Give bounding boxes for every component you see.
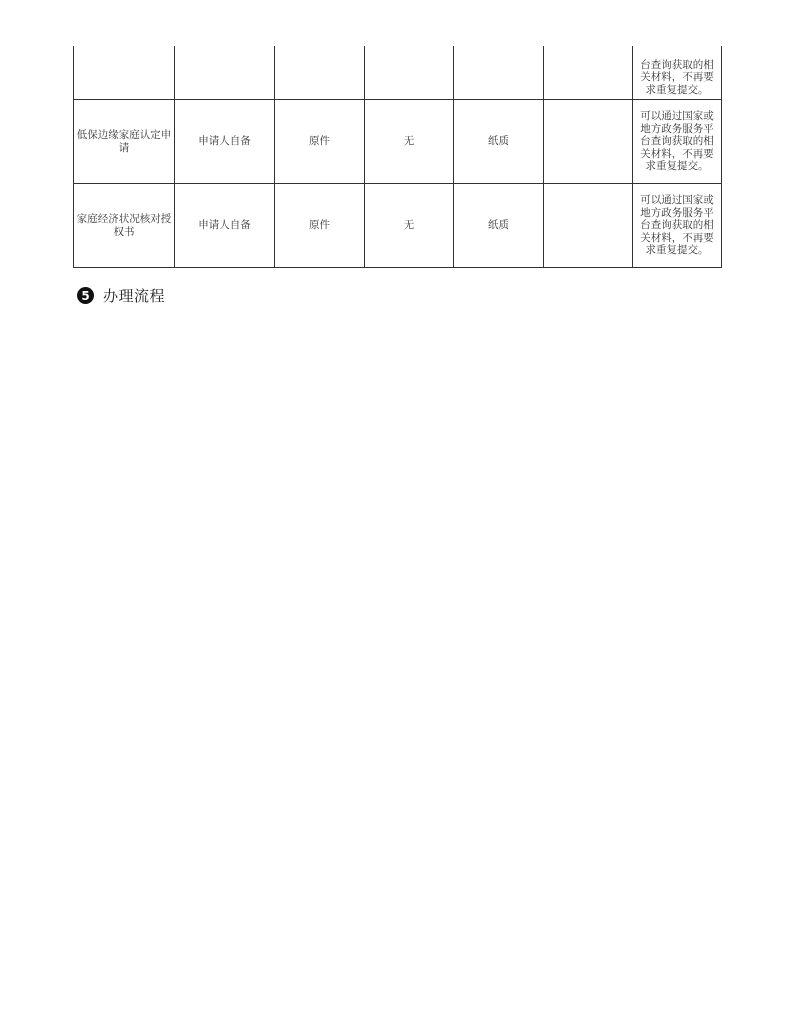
notes-line: 关材料，不再要 bbox=[640, 147, 714, 160]
source-cell bbox=[175, 46, 275, 100]
notes-cell bbox=[633, 46, 722, 100]
copy-type-cell bbox=[275, 46, 365, 100]
notes-line: 可以通过国家或 bbox=[640, 194, 714, 207]
copy-type-cell: 原件 bbox=[275, 100, 365, 184]
remarks-cell bbox=[544, 46, 633, 100]
material-name-cell: 家庭经济状况核对授权书 bbox=[74, 184, 175, 268]
table-row bbox=[74, 184, 722, 268]
material-name-cell bbox=[74, 46, 175, 100]
section-title: 办理流程 bbox=[103, 287, 166, 305]
sample-cell bbox=[365, 46, 454, 100]
material-name-cell: 低保边缘家庭认定申请 bbox=[74, 100, 175, 184]
source-cell: 申请人自备 bbox=[175, 184, 275, 268]
notes-cell bbox=[633, 184, 722, 268]
notes-line: 求重复提交。 bbox=[645, 244, 709, 257]
sample-cell: 无 bbox=[365, 184, 454, 268]
notes-line: 关材料，不再要 bbox=[640, 231, 714, 244]
table-row bbox=[74, 100, 722, 184]
notes-line: 台查询获取的相 bbox=[640, 135, 714, 148]
medium-cell: 纸质 bbox=[454, 100, 544, 184]
notes-line: 台查询获取的相 bbox=[640, 58, 714, 71]
source-cell: 申请人自备 bbox=[175, 100, 275, 184]
medium-cell bbox=[454, 46, 544, 100]
table-row-continued bbox=[74, 46, 722, 100]
circled-number-icon: 5 bbox=[77, 287, 94, 304]
medium-cell: 纸质 bbox=[454, 184, 544, 268]
notes-line: 台查询获取的相 bbox=[640, 219, 714, 232]
sample-cell: 无 bbox=[365, 100, 454, 184]
copy-type-cell: 原件 bbox=[275, 184, 365, 268]
notes-line: 地方政务服务平 bbox=[640, 206, 714, 219]
remarks-cell bbox=[544, 184, 633, 268]
section-heading bbox=[77, 285, 165, 306]
notes-line: 求重复提交。 bbox=[645, 160, 709, 173]
notes-line: 地方政务服务平 bbox=[640, 122, 714, 135]
materials-table bbox=[73, 46, 722, 268]
notes-line: 求重复提交。 bbox=[645, 83, 709, 96]
remarks-cell bbox=[544, 100, 633, 184]
notes-cell bbox=[633, 100, 722, 184]
notes-line: 可以通过国家或 bbox=[640, 110, 714, 123]
notes-line: 关材料，不再要 bbox=[640, 71, 714, 84]
